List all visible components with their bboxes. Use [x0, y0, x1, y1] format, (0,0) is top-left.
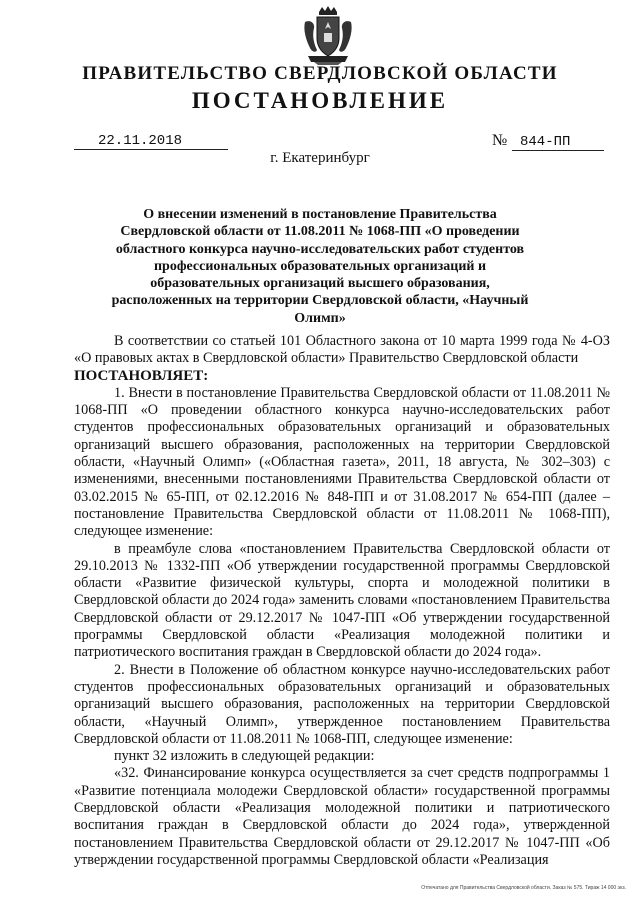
paragraph-2: 2. Внести в Положение об областном конкурсе научно-исследовательских работ студентов профессиональных образовательных организаций и образовательных организаций высшего образования, расположенных на территории Свердловской области, «Научный Олимп», утвержденное постановлением Правительства Свердловской области от 11.08.2011 № 1068-ПП, следующее изменение:	[74, 661, 610, 747]
clause-32: «32. Финансирование конкурса осуществляется за счет средств подпрограммы 1 «Развитие потенциала молодежи Свердловской области» государственной программы Свердловской области «Реализация молодежной политики и патриотического воспитания граждан в Свердловской области до 2024 года», утвержденной постановлением Правительства Свердловской области от 29.12.2017 № 1047-ПП «Об утверждении государственной программы Свердловской области «Реализация	[74, 765, 610, 868]
document-type: ПОСТАНОВЛЕНИЕ	[191, 88, 449, 113]
number-sign: №	[492, 132, 508, 149]
preamble: В соответствии со статьей 101 Областного закона от 10 марта 1999 года № 4-ОЗ «О правовых актах в Свердловской области» Правительство Свердловской области	[74, 333, 610, 367]
document-number: 844-ПП	[512, 134, 604, 151]
government-name: ПРАВИТЕЛЬСТВО СВЕРДЛОВСКОЙ ОБЛАСТИ	[82, 63, 558, 84]
coat-of-arms-icon	[302, 6, 354, 66]
paragraph-2-amendment: пункт 32 изложить в следующей редакции:	[114, 748, 375, 765]
document-title: О внесении изменений в постановление Правительства Свердловской области от 11.08.2011 № 1068-ПП «О проведении областного конкурса научно-исследовательских работ студентов профессиональных образовательных организаций и образовательных организаций высшего образования, расположенных на территории Свердловской области, «Научный Олимп»	[111, 207, 529, 326]
document-body	[74, 333, 610, 869]
print-footer: Отпечатано для Правительства Свердловской области. Заказ № 575. Тираж 14 000 экз.	[421, 885, 626, 891]
document-number-block	[492, 132, 610, 151]
city: г. Екатеринбург	[270, 150, 370, 166]
decree-heading: ПОСТАНОВЛЯЕТ:	[74, 367, 209, 384]
paragraph-1: 1. Внести в постановление Правительства Свердловской области от 11.08.2011 № 1068-ПП «О проведении областного конкурса научно-исследовательских работ студентов профессиональных образовательных организаций и образовательных организаций высшего образования, расположенных на территории Свердловской области, «Научный Олимп» («Областная газета», 2011, 18 августа, № 302–303) с изменениями, внесенными постановлениями Правительства Свердловской области от 03.02.2015 № 65-ПП, от 02.12.2016 № 848-ПП и от 31.08.2017 № 654-ПП (далее – постановление Правительства Свердловской области от 11.08.2011 № 1068-ПП), следующее изменение:	[74, 384, 610, 540]
paragraph-1-amendment: в преамбуле слова «постановлением Правительства Свердловской области от 29.10.2013 № 1332-ПП «Об утверждении государственной программы Свердловской области «Развитие физической культуры, спорта и молодежной политики в Свердловской области до 2024 года» заменить словами «постановлением Правительства Свердловской области от 29.12.2017 № 1047-ПП «Об утверждении государственной программы Свердловской области «Реализация молодежной политики и патриотического воспитания граждан в Свердловской области до 2024 года».	[74, 540, 610, 661]
document-date: 22.11.2018	[74, 133, 228, 150]
